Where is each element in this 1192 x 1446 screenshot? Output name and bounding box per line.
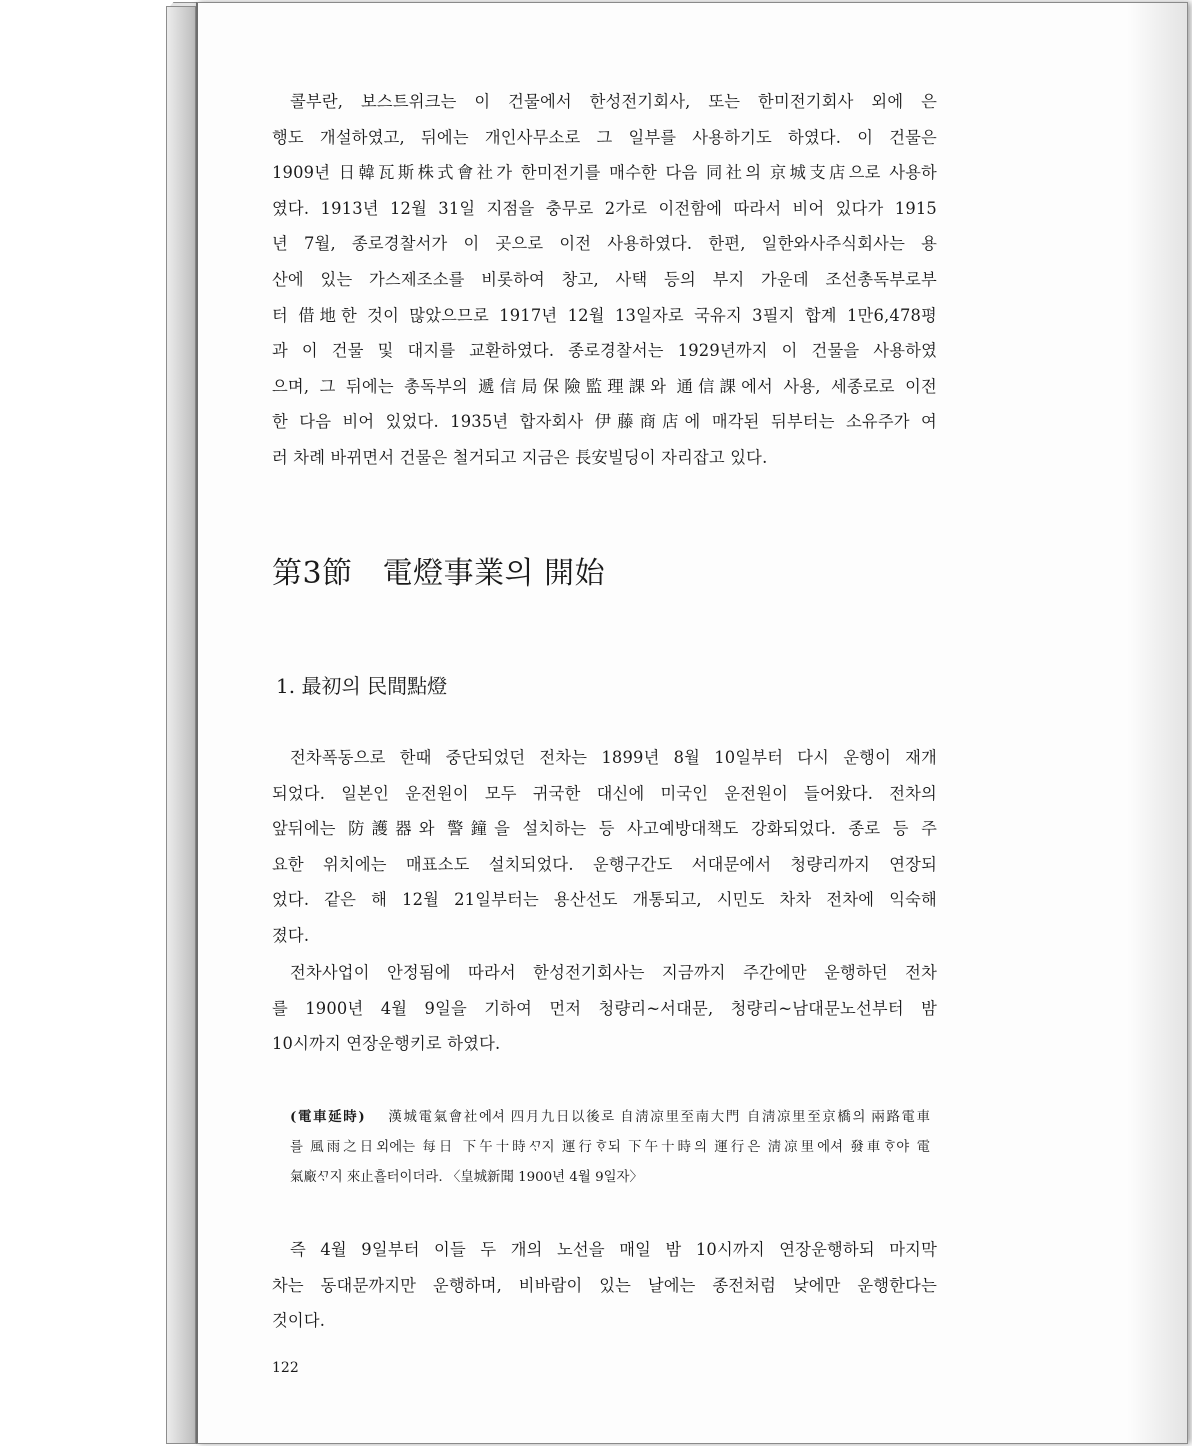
sub-heading: 1. 最初의 民間點燈: [276, 674, 448, 698]
text-line: 산에 있는 가스제조소를 비롯하여 창고, 사택 등의 부지 가운데 조선총독부로부: [272, 269, 937, 289]
text-line: 였다. 1913년 12월 31일 지점을 충무로 2가로 이전함에 따라서 비어 있다가 1915: [272, 198, 937, 218]
text-line: 되었다. 일본인 운전원이 모두 귀국한 대신에 미국인 운전원이 들어왔다. 전차의: [272, 783, 937, 803]
text-line: 차는 동대문까지만 운행하며, 비바람이 있는 날에는 종전처럼 낮에만 운행한다는: [272, 1275, 937, 1295]
book-spine: [166, 6, 196, 1444]
page-number: 122: [272, 1360, 299, 1376]
quote-tag: (電車延時): [290, 1109, 365, 1125]
text-line: 10시까지 연장운행키로 하였다.: [272, 1034, 501, 1054]
section-heading: [272, 548, 605, 592]
page-edge-shadow: [1127, 3, 1187, 1443]
text-line: 러 차례 바뀌면서 건물은 철거되고 지금은 長安빌딩이 자리잡고 있다.: [272, 447, 768, 467]
text-line: 으며, 그 뒤에는 총독부의 遞信局保險監理課와 通信課에서 사용, 세종로로 이전: [272, 376, 937, 396]
text-line: 콜부란, 보스트위크는 이 건물에서 한성전기회사, 또는 한미전기회사 외에 은: [290, 92, 937, 111]
text-line: 터 借地한 것이 많았으므로 1917년 12월 13일자로 국유지 3필지 합계 1만6,478평: [272, 305, 937, 325]
text-line: 요한 위치에는 매표소도 설치되었다. 운행구간도 서대문에서 청량리까지 연장되: [272, 854, 937, 874]
text-line: 과 이 건물 및 대지를 교환하였다. 종로경찰서는 1929년까지 이 건물을 사용하였: [272, 341, 937, 361]
text-line: 전차사업이 안정됨에 따라서 한성전기회사는 지금까지 주간에만 운행하던 전차: [290, 963, 937, 982]
paragraph-1: [272, 84, 937, 476]
paragraph-2: [272, 740, 937, 954]
text-line: 앞뒤에는 防護器와 警鐘을 설치하는 등 사고예방대책도 강화되었다. 종로 등 주: [272, 819, 937, 839]
quoted-newspaper-excerpt: [290, 1102, 930, 1194]
text-line: 1909년 日韓瓦斯株式會社가 한미전기를 매수한 다음 同社의 京城支店으로 사용하: [272, 163, 937, 183]
paragraph-3: [272, 955, 937, 1062]
quote-line: 漢城電氣會社에셔 四月九日以後로 自淸凉里至南大門 自淸凉里至京橋의 兩路電車: [386, 1110, 931, 1125]
text-line: 한 다음 비어 있었다. 1935년 합자회사 伊藤商店에 매각된 뒤부터는 소유주가 여: [272, 412, 937, 432]
text-line: 것이다.: [272, 1311, 326, 1331]
text-line: 를 1900년 4월 9일을 기하여 먼저 청량리~서대문, 청량리~남대문노선부터 밤: [272, 998, 937, 1018]
text-line: 년 7월, 종로경찰서가 이 곳으로 이전 사용하였다. 한편, 일한와사주식회사는 용: [272, 234, 937, 254]
text-line: 졌다.: [272, 925, 310, 945]
section-number: 第3節: [272, 556, 353, 591]
section-title: 電燈事業의 開始: [382, 556, 606, 591]
text-line: 었다. 같은 해 12월 21일부터는 용산선도 개통되고, 시민도 차차 전차에 익숙해: [272, 890, 937, 910]
text-line: 전차폭동으로 한때 중단되었던 전차는 1899년 8월 10일부터 다시 운행이 재개: [290, 748, 937, 767]
paragraph-4: [272, 1232, 937, 1339]
text-line: 즉 4월 9일부터 이들 두 개의 노선을 매일 밤 10시까지 연장운행하되 마지막: [290, 1240, 937, 1259]
quote-line: 氣廠ᄭᆞ지 來止흘터이더라. 〈皇城新聞 1900년 4월 9일자〉: [290, 1170, 643, 1186]
text-line: 행도 개설하였고, 뒤에는 개인사무소로 그 일부를 사용하기도 하였다. 이 건물은: [272, 127, 937, 147]
quote-line: 를 風雨之日외에는 每日 下午十時ᄭᆞ지 運行ᄒᆞ되 下午十時의 運行은 淸凉里에셔 發車ᄒᆞ야 電: [290, 1140, 930, 1156]
